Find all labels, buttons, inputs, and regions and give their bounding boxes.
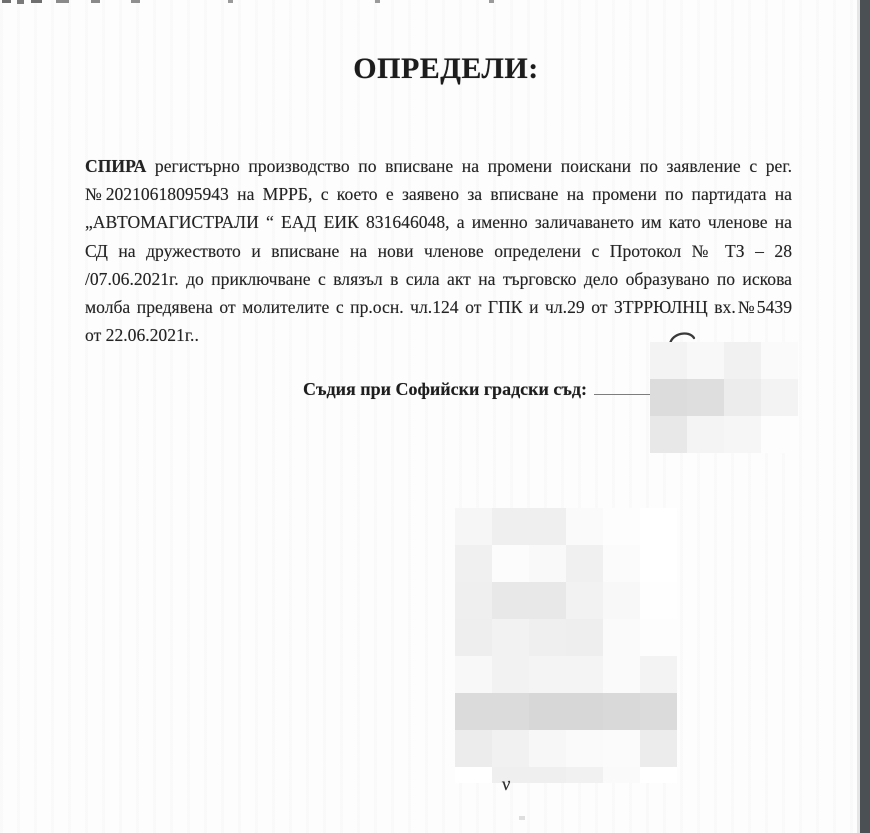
signature-line	[303, 379, 654, 400]
redaction-cell	[566, 693, 603, 730]
text-fragment	[131, 0, 140, 3]
redaction-cell	[566, 767, 603, 783]
redaction-cell	[492, 730, 529, 767]
signature-label: Съдия при Софийски градски съд:	[303, 379, 587, 399]
signature-underline	[594, 380, 654, 395]
redaction-cell	[640, 693, 677, 730]
redaction-cell	[761, 416, 798, 453]
page-title: ОПРЕДЕЛИ:	[353, 52, 539, 85]
redaction-cell	[492, 767, 529, 783]
redaction-cell	[566, 619, 603, 656]
paragraph-line: /07.06.2021г. до приключване с влязъл в сила акт на търговско дело образувано по искова	[85, 268, 792, 289]
redaction-cell	[640, 619, 677, 656]
redaction-cell	[724, 416, 761, 453]
ruling-paragraph	[85, 152, 792, 349]
handwritten-mark: v	[500, 773, 512, 796]
redaction-cell	[492, 656, 529, 693]
redaction-cell	[603, 545, 640, 582]
redaction-cell	[640, 656, 677, 693]
paragraph-line: СД на дружеството и вписване на нови членове определени с Протокол № ТЗ – 28	[85, 240, 792, 261]
redaction-cell	[529, 656, 566, 693]
text-fragment	[519, 816, 525, 820]
redaction-cell	[566, 582, 603, 619]
redaction-cell	[603, 656, 640, 693]
redaction-cell	[761, 379, 798, 416]
redaction-cell	[455, 656, 492, 693]
redaction-cell	[761, 342, 798, 379]
redaction-cell	[492, 545, 529, 582]
paragraph-line: №20210618095943 на МРРБ, с което е заявено за вписване на промени по партидата на	[85, 184, 792, 205]
redaction-cell	[529, 508, 566, 545]
text-fragment	[2, 0, 11, 3]
redaction-cell	[529, 693, 566, 730]
redaction-cell	[640, 730, 677, 767]
redaction-cell	[724, 379, 761, 416]
redaction-cell	[455, 767, 492, 783]
redaction-cell	[687, 416, 724, 453]
redaction-cell	[603, 582, 640, 619]
redaction-cell	[492, 582, 529, 619]
redaction-cell	[529, 619, 566, 656]
redaction-cell	[529, 730, 566, 767]
redaction-cell	[640, 508, 677, 545]
redaction-cell	[687, 379, 724, 416]
paragraph-line: „АВТОМАГИСТРАЛИ “ ЕАД ЕИК 831646048, а именно заличаването им като членове на	[85, 212, 792, 233]
paragraph-line: от 22.06.2021г..	[85, 325, 199, 346]
redaction-cell	[492, 508, 529, 545]
redaction-cell	[455, 545, 492, 582]
redaction-cell	[455, 619, 492, 656]
redaction-cell	[529, 767, 566, 783]
redaction-cell	[687, 342, 724, 379]
paragraph-line: СПИРА регистърно производство по вписване на промени поискани по заявление с рег.	[85, 156, 792, 176]
redaction-cell	[492, 693, 529, 730]
redaction-cell	[455, 582, 492, 619]
text-fragment	[91, 0, 100, 3]
text-fragment	[31, 0, 42, 3]
text-fragment	[375, 0, 380, 3]
window-edge-bar	[860, 0, 870, 833]
redaction-cell	[603, 693, 640, 730]
redaction-cell	[640, 582, 677, 619]
text-fragment	[17, 0, 24, 4]
paragraph-line: молба предявена от молителите с пр.осн. чл.124 от ГПК и чл.29 от ЗТРРЮЛНЦ вх.№5439	[85, 296, 792, 317]
bold-keyword: СПИРА	[85, 156, 147, 176]
redaction-cell	[566, 656, 603, 693]
redaction-cell	[566, 730, 603, 767]
redaction-cell	[650, 379, 687, 416]
text-fragment	[489, 0, 494, 3]
redaction-cell	[603, 730, 640, 767]
text-fragment	[56, 0, 69, 3]
redaction-cell	[640, 545, 677, 582]
redaction-cell	[566, 508, 603, 545]
redaction-cell	[492, 619, 529, 656]
text-fragment	[228, 0, 233, 3]
redaction-cell	[724, 342, 761, 379]
redaction-cell	[529, 545, 566, 582]
redaction-cell	[640, 767, 677, 783]
redaction-cell	[650, 416, 687, 453]
redaction-cell	[455, 508, 492, 545]
redaction-cell	[603, 508, 640, 545]
redaction-cell	[650, 342, 687, 379]
redaction-cell	[455, 693, 492, 730]
redaction-cell	[529, 582, 566, 619]
redaction-cell	[455, 730, 492, 767]
redaction-cell	[566, 545, 603, 582]
redaction-cell	[603, 767, 640, 783]
redaction-cell	[603, 619, 640, 656]
